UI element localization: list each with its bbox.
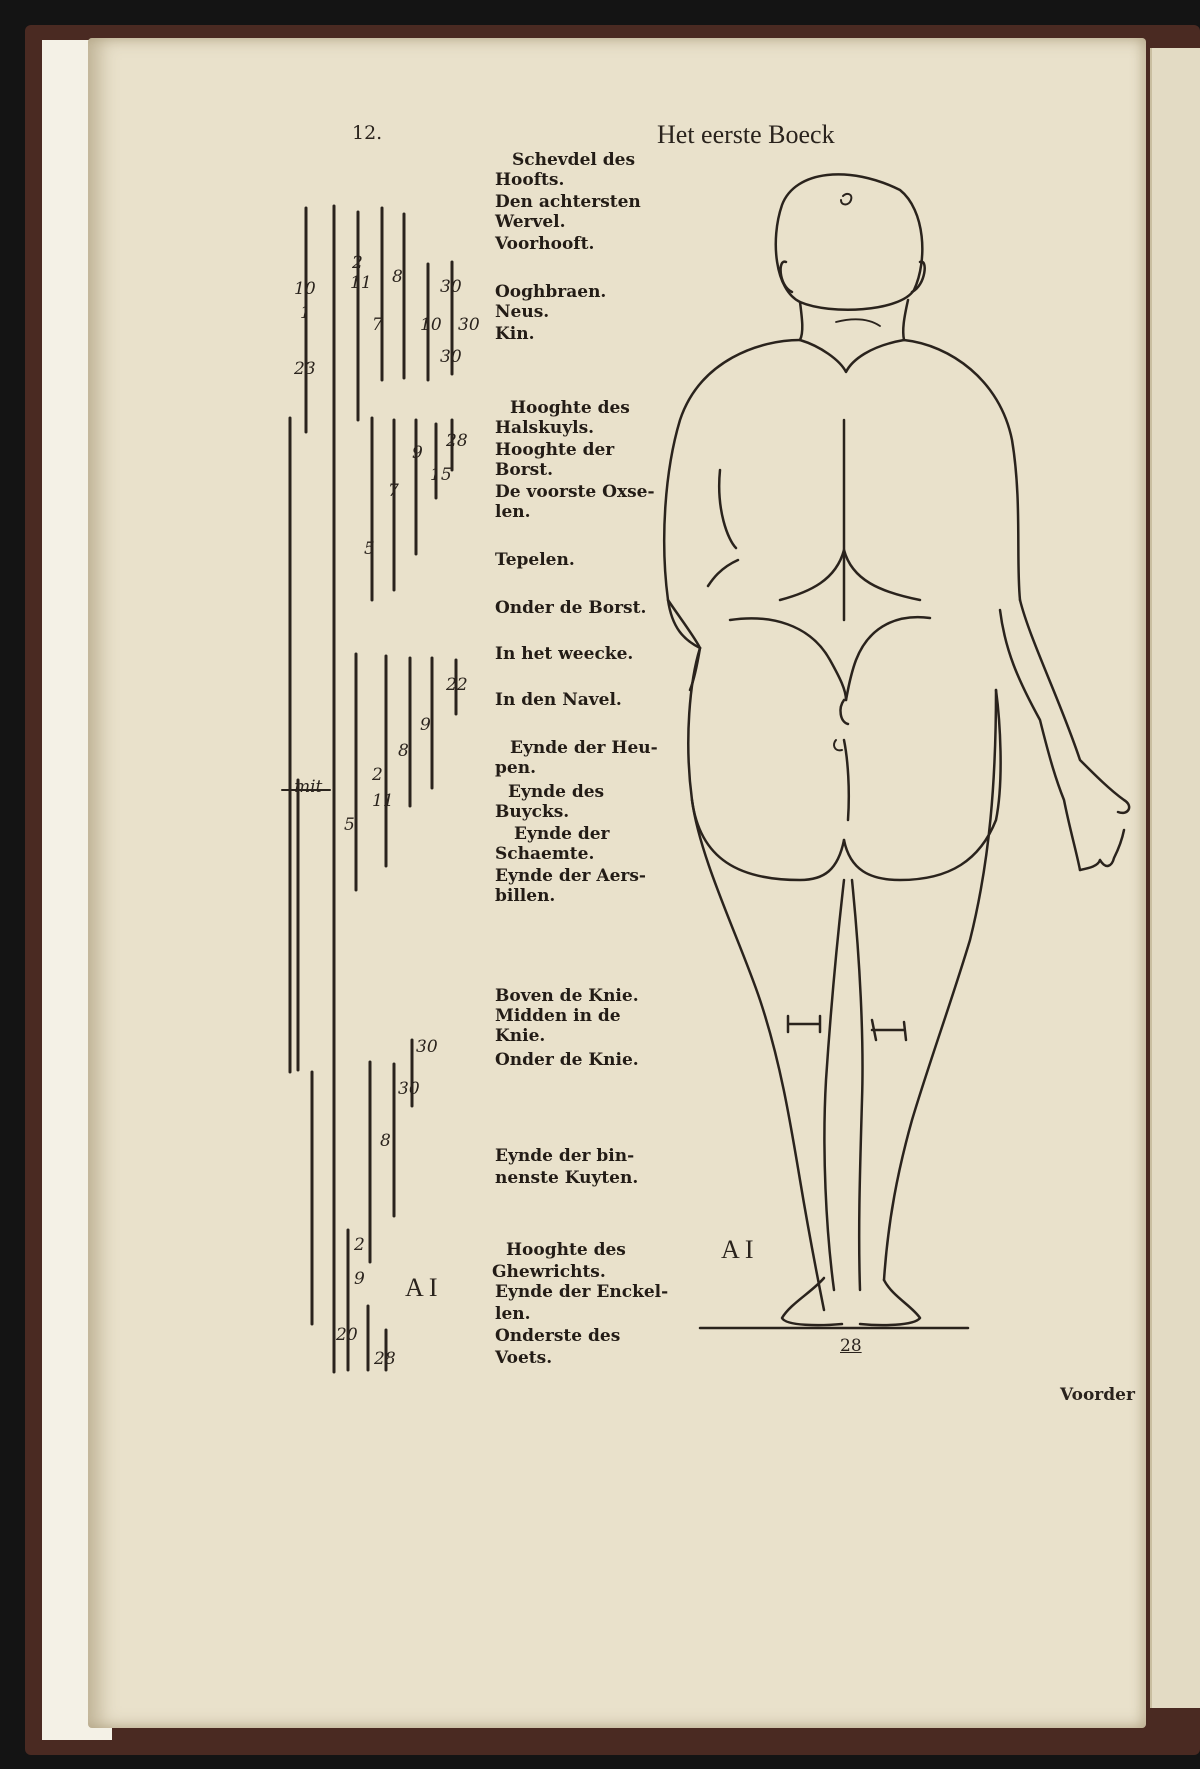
label-throat-height: Hooghte des (510, 398, 630, 418)
scale-number: 10 (420, 315, 442, 335)
label-foot-bottom: Onderste des (495, 1326, 621, 1346)
running-head: Het eerste Boeck (657, 120, 835, 149)
label-buttocks-end: Eynde der Aers- (495, 866, 646, 886)
label-head-crown: Schevdel des (512, 150, 636, 170)
scale-number: 15 (430, 465, 452, 485)
label-mid-knee-2: Knie. (495, 1026, 546, 1046)
label-belly-end-2: Buycks. (495, 802, 570, 822)
label-joint-height: Hooghte des (506, 1240, 626, 1260)
scale-number: 2 (372, 765, 383, 785)
scale-number: 9 (420, 715, 431, 735)
scale-number: 30 (398, 1079, 420, 1099)
label-ankles-end-2: len. (495, 1304, 531, 1324)
figure-mark-left: A I (405, 1273, 438, 1302)
label-mid-knee: Midden in de (495, 1006, 621, 1026)
label-foot-bottom-2: Voets. (495, 1348, 553, 1368)
scale-number: 2 (354, 1235, 365, 1255)
scale-number: 5 (344, 815, 355, 835)
label-head-crown-2: Hoofts. (495, 170, 565, 190)
label-waist: In het weecke. (495, 644, 634, 664)
label-chin: Kin. (495, 324, 535, 344)
label-nipples: Tepelen. (495, 550, 575, 570)
scale-number: 10 (294, 279, 316, 299)
label-chest-height-2: Borst. (495, 460, 554, 480)
label-throat-height-2: Halskuyls. (495, 418, 595, 438)
label-front-armpits: De voorste Oxse- (495, 482, 655, 502)
label-navel: In den Navel. (495, 690, 622, 710)
label-below-knee: Onder de Knie. (495, 1050, 639, 1070)
label-hips-end-2: pen. (495, 758, 536, 778)
scale-number: 30 (440, 277, 462, 297)
label-joint-height-2: Ghewrichts. (492, 1262, 606, 1282)
scale-word: mit (294, 777, 323, 797)
figure-mark-right: A I (721, 1235, 754, 1264)
label-inner-calf-end: Eynde der bin- (495, 1146, 635, 1166)
scale-number: 30 (440, 347, 462, 367)
scale-number: 7 (388, 481, 399, 501)
scale-number: 1 (300, 303, 311, 323)
scale-number: 28 (446, 431, 468, 451)
scale-number: 28 (374, 1349, 396, 1369)
label-chest-height: Hooghte der (495, 440, 615, 460)
scale-number: 2 (352, 253, 363, 273)
figure-height-label: 28 (840, 1336, 862, 1356)
label-eyebrows: Ooghbraen. (495, 282, 607, 302)
scale-number: 11 (350, 273, 372, 293)
page-number: 12. (352, 122, 383, 144)
label-below-chest: Onder de Borst. (495, 598, 647, 618)
label-forehead: Voorhooft. (495, 234, 595, 254)
scale-number: 11 (372, 791, 394, 811)
scale-number: 20 (336, 1325, 358, 1345)
label-buttocks-end-2: billen. (495, 886, 556, 906)
label-ankles-end: Eynde der Enckel- (495, 1282, 669, 1302)
label-front-armpits-2: len. (495, 502, 531, 522)
scale-number: 7 (372, 315, 383, 335)
label-pubic-end-2: Schaemte. (495, 844, 595, 864)
label-back-vertebra-2: Wervel. (495, 212, 566, 232)
scale-number: 8 (398, 741, 409, 761)
scale-number: 8 (380, 1131, 391, 1151)
label-inner-calf-end-2: nenste Kuyten. (495, 1168, 639, 1188)
catchword: Voorder (1060, 1385, 1135, 1405)
scale-number: 9 (354, 1269, 365, 1289)
scale-number: 8 (392, 267, 403, 287)
scale-number: 30 (416, 1037, 438, 1057)
scale-number: 23 (294, 359, 316, 379)
label-belly-end: Eynde des (508, 782, 605, 802)
label-pubic-end: Eynde der (514, 824, 610, 844)
label-nose: Neus. (495, 302, 550, 322)
label-above-knee: Boven de Knie. (495, 986, 639, 1006)
scale-number: 5 (364, 539, 375, 559)
scale-number: 22 (446, 675, 468, 695)
label-back-vertebra: Den achtersten (495, 192, 641, 212)
scale-number: 30 (458, 315, 480, 335)
label-hips-end: Eynde der Heu- (510, 738, 658, 758)
scale-number: 9 (412, 443, 423, 463)
